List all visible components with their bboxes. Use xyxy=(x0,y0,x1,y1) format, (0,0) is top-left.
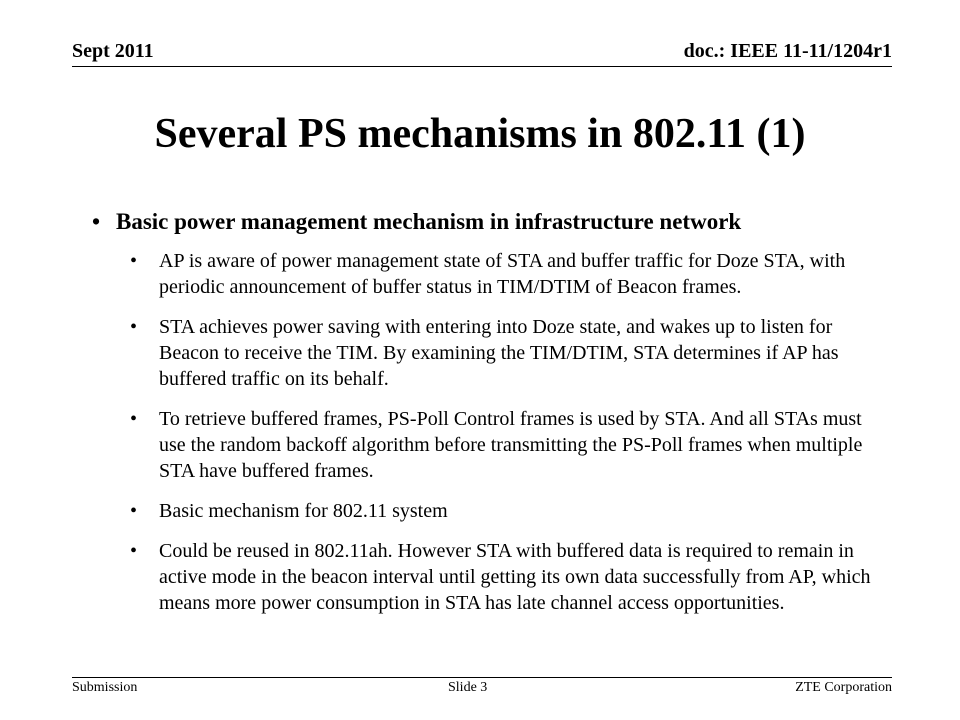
sub-bullet-item xyxy=(130,538,890,616)
bullet-dot: • xyxy=(130,250,138,272)
sub-bullet-item xyxy=(130,248,890,300)
sub-bullet-text: Could be reused in 802.11ah. However STA with buffered data is required to remain in active mode in the beacon interval until getting its own data successfully from AP, which means more power consumption in STA has late channel access opportunities. xyxy=(159,540,871,614)
footer-slide-number: Slide 3 xyxy=(448,680,488,695)
sub-bullet-text: Basic mechanism for 802.11 system xyxy=(159,500,448,522)
header-doc-id: doc.: IEEE 11-11/1204r1 xyxy=(683,40,892,62)
main-bullet xyxy=(92,209,741,235)
header-date: Sept 2011 xyxy=(72,40,154,62)
bullet-dot: • xyxy=(130,408,138,430)
bullet-dot: • xyxy=(130,540,138,562)
sub-bullet-item xyxy=(130,498,890,524)
sub-bullet-item xyxy=(130,314,890,392)
sub-bullet-text: To retrieve buffered frames, PS-Poll Control frames is used by STA. And all STAs must use the random backoff algorithm before transmitting the PS-Poll frames when multiple STA have buffered frames. xyxy=(159,408,863,482)
footer-divider xyxy=(72,677,892,678)
sub-bullet-text: AP is aware of power management state of STA and buffer traffic for Doze STA, with periodic announcement of buffer status in TIM/DTIM of Beacon frames. xyxy=(159,250,846,298)
sub-bullet-list xyxy=(130,248,890,630)
slide-title: Several PS mechanisms in 802.11 (1) xyxy=(154,111,806,157)
bullet-dot: • xyxy=(92,209,101,234)
header-divider xyxy=(72,66,892,67)
bullet-dot: • xyxy=(130,500,138,522)
footer-submission: Submission xyxy=(72,680,138,695)
sub-bullet-item xyxy=(130,406,890,484)
main-bullet-text: Basic power management mechanism in infrastructure network xyxy=(116,209,742,234)
sub-bullet-text: STA achieves power saving with entering into Doze state, and wakes up to listen for Beacon to receive the TIM. By examining the TIM/DTIM, STA determines if AP has buffered traffic on its behalf. xyxy=(159,316,839,390)
bullet-dot: • xyxy=(130,316,138,338)
footer-company: ZTE Corporation xyxy=(795,680,892,695)
